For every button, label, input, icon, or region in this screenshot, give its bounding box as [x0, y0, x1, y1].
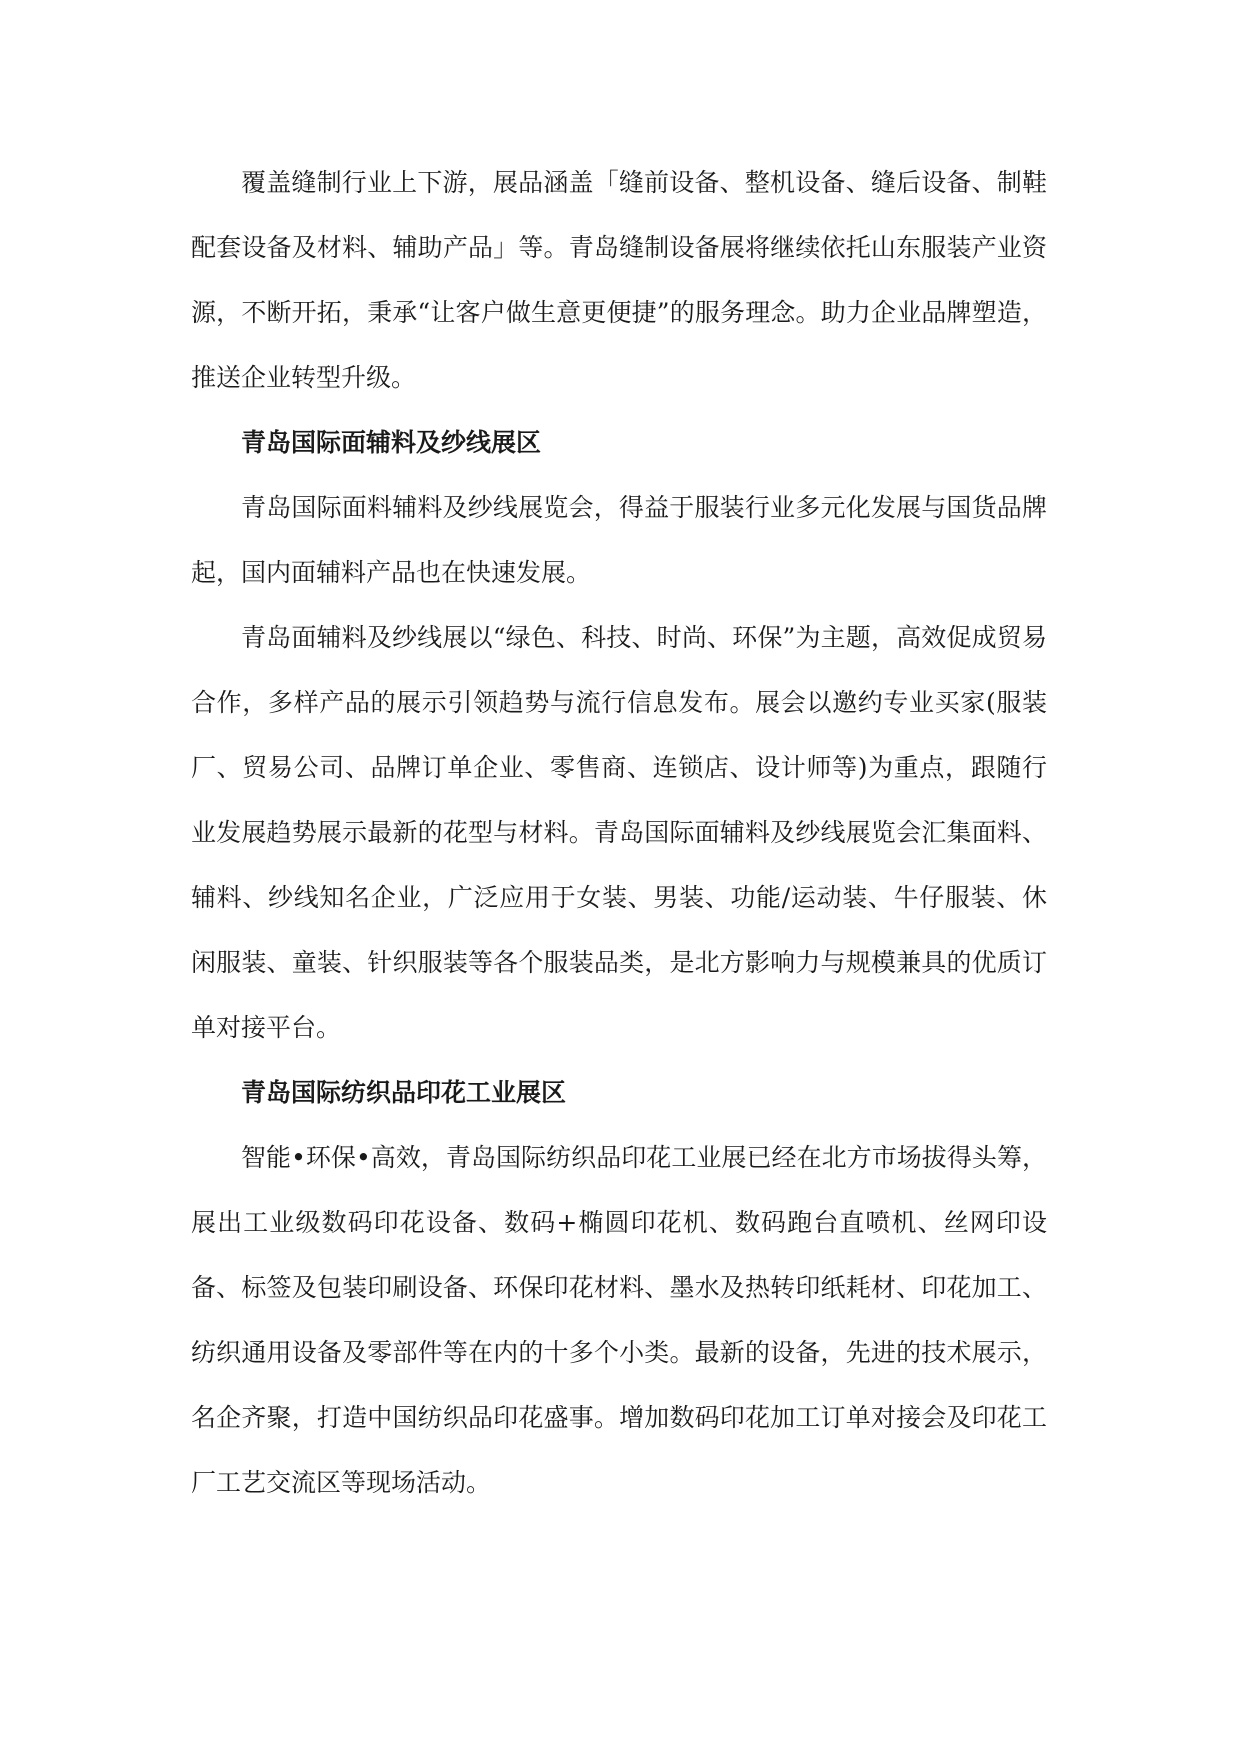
paragraph-fabric-intro: 青岛国际面料辅料及纱线展览会，得益于服装行业多元化发展与国货品牌起，国内面辅料产品也在快速发展。 [191, 493, 1047, 587]
heading-textile-printing-zone: 青岛国际纺织品印花工业展区 [241, 1078, 567, 1107]
paragraph-sewing-equipment: 覆盖缝制行业上下游，展品涵盖「缝前设备、整机设备、缝后设备、制鞋配套设备及材料、辅助产品」等。青岛缝制设备展将继续依托山东服装产业资源，不断开拓，秉承“让客户做生意更便捷”的服务理念。助力企业品牌塑造，推送企业转型升级。 [191, 168, 1047, 392]
document-body [191, 150, 1047, 1515]
paragraph-textile-printing: 智能•环保•高效，青岛国际纺织品印花工业展已经在北方市场拔得头筹，展出工业级数码印花设备、数码+椭圆印花机、数码跑台直喷机、丝网印设备、标签及包装印刷设备、环保印花材料、墨水及热转印纸耗材、印花加工、纺织通用设备及零部件等在内的十多个小类。最新的设备，先进的技术展示，名企齐聚，打造中国纺织品印花盛事。增加数码印花加工订单对接会及印花工厂工艺交流区等现场活动。 [191, 1143, 1047, 1497]
heading-fabric-yarn-zone: 青岛国际面辅料及纱线展区 [241, 428, 542, 457]
paragraph-fabric-details: 青岛面辅料及纱线展以“绿色、科技、时尚、环保”为主题，高效促成贸易合作，多样产品的展示引领趋势与流行信息发布。展会以邀约专业买家(服装厂、贸易公司、品牌订单企业、零售商、连锁店、设计师等)为重点，跟随行业发展趋势展示最新的花型与材料。青岛国际面辅料及纱线展览会汇集面料、辅料、纱线知名企业，广泛应用于女装、男装、功能/运动装、牛仔服装、休闲服装、童装、针织服装等各个服装品类，是北方影响力与规模兼具的优质订单对接平台。 [191, 623, 1047, 1042]
